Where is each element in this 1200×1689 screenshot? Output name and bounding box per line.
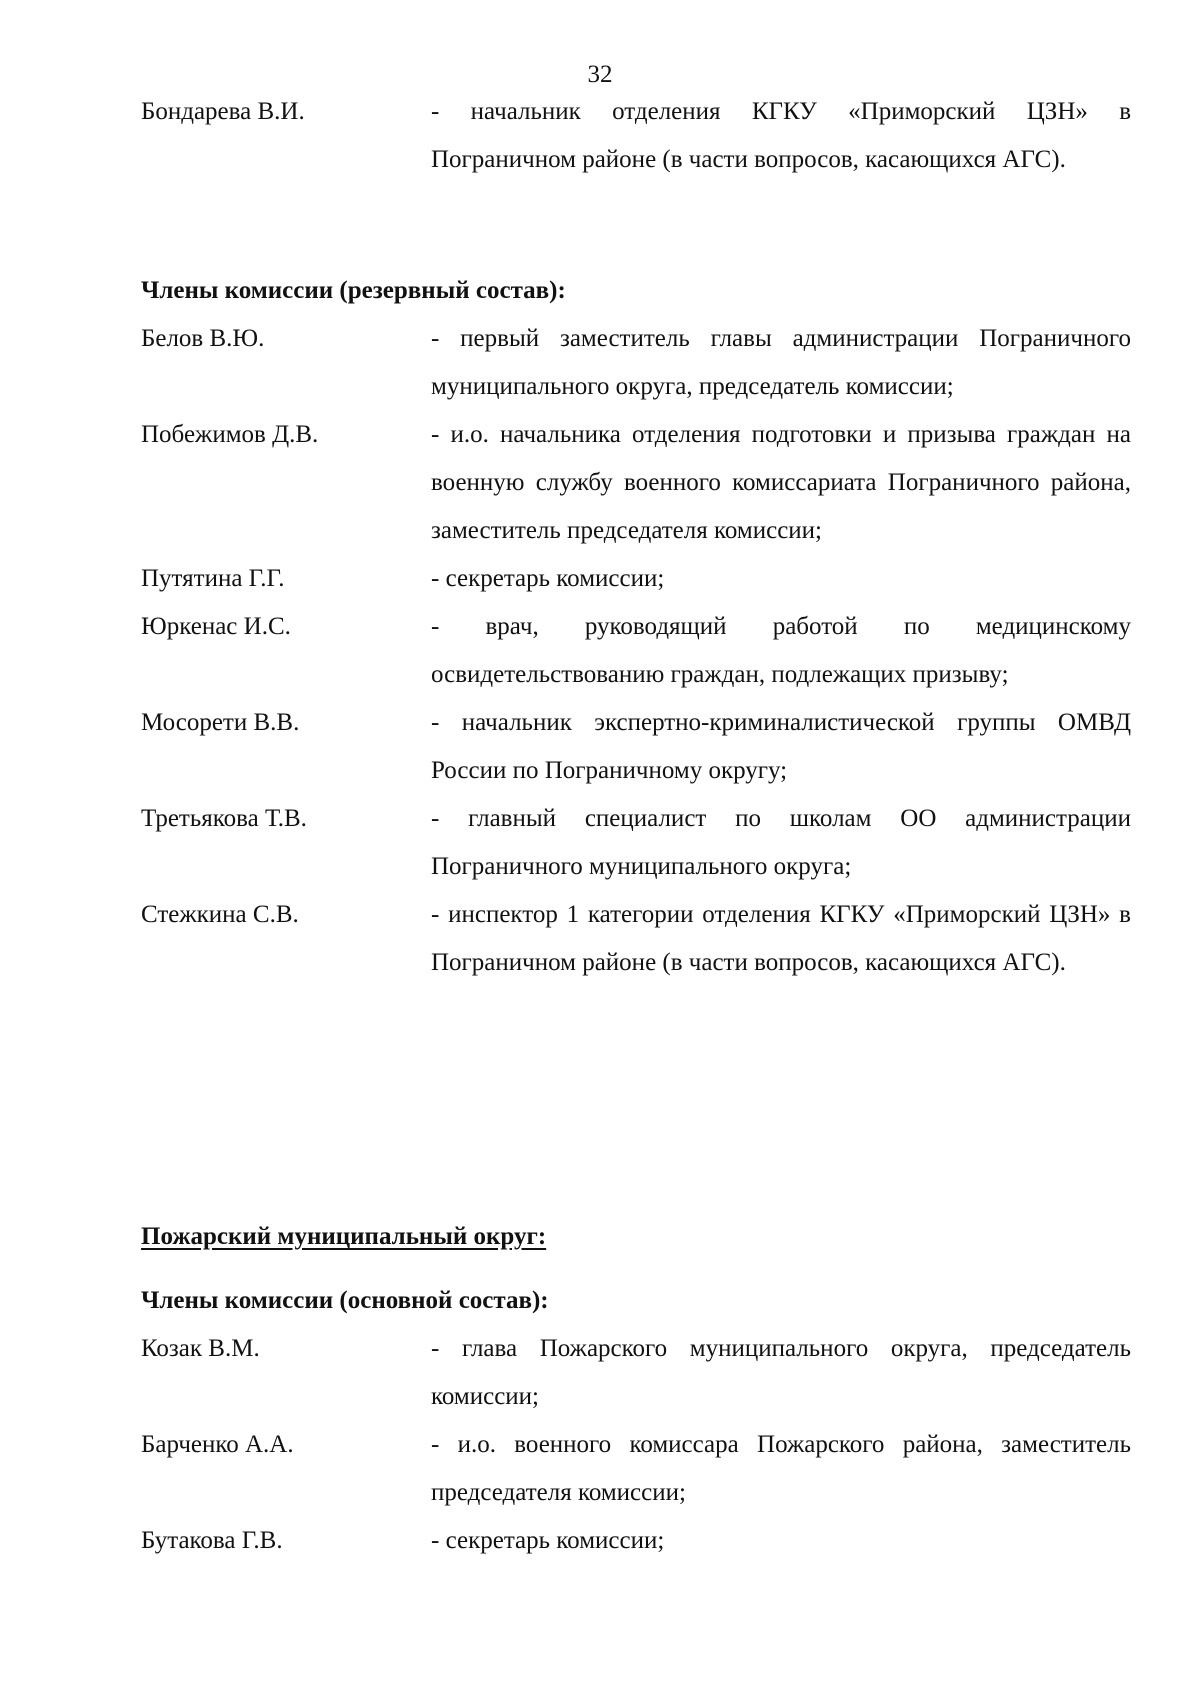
main-heading: Члены комиссии (основной состав): <box>141 1287 549 1314</box>
member-role: - секретарь комиссии; <box>431 1527 665 1554</box>
reserve-heading: Члены комиссии (резервный состав): <box>141 277 566 304</box>
member-role: - и.о. начальника отделения подготовки и призыва граждан на военную службу военного комиссариата Пограничного района, заместитель председателя комиссии; <box>431 421 1131 544</box>
member-role: - главный специалист по школам ОО администрации Пограничного муниципального округа; <box>431 805 1131 880</box>
member-role: - глава Пожарского муниципального округа, председатель комиссии; <box>431 1335 1131 1410</box>
member-role: - врач, руководящий работой по медицинскому освидетельствованию граждан, подлежащих призыву; <box>431 613 1131 688</box>
district-heading <box>141 1222 546 1252</box>
member-entry <box>141 1421 1131 1517</box>
member-entry <box>141 891 1131 987</box>
member-entry <box>141 315 1131 411</box>
member-name: Козак В.М. <box>141 1335 260 1362</box>
main-members-list <box>141 1325 1131 1565</box>
member-name: Путятина Г.Г. <box>141 565 285 592</box>
top-block <box>141 88 1131 184</box>
member-role: - начальник экспертно-криминалистической группы ОМВД России по Пограничному округу; <box>431 709 1131 784</box>
member-name: Юркенас И.С. <box>141 613 291 640</box>
member-entry <box>141 411 1131 555</box>
member-role: - и.о. военного комиссара Пожарского района, заместитель председателя комиссии; <box>431 1431 1131 1506</box>
member-name: Стежкина С.В. <box>141 901 299 928</box>
member-name: Бутакова Г.В. <box>141 1527 283 1554</box>
district-heading-text: Пожарский муниципальный округ: <box>141 1223 547 1250</box>
member-name: Мосорети В.В. <box>141 709 300 736</box>
member-entry <box>141 1325 1131 1421</box>
member-role: - начальник отделения КГКУ «Приморский ЦЗН» в Пограничном районе (в части вопросов, касающихся АГС). <box>431 98 1131 173</box>
member-role: - инспектор 1 категории отделения КГКУ «Приморский ЦЗН» в Пограничном районе (в части вопросов, касающихся АГС). <box>431 901 1131 976</box>
member-entry <box>141 88 1131 184</box>
reserve-members-list <box>141 315 1131 987</box>
member-name: Третьякова Т.В. <box>141 805 307 832</box>
member-entry <box>141 603 1131 699</box>
member-entry <box>141 1517 1131 1565</box>
member-entry <box>141 555 1131 603</box>
member-name: Белов В.Ю. <box>141 325 265 352</box>
member-name: Барченко А.А. <box>141 1431 294 1458</box>
member-entry <box>141 795 1131 891</box>
member-role: - первый заместитель главы администрации Пограничного муниципального округа, председатель комиссии; <box>431 325 1131 400</box>
member-name: Побежимов Д.В. <box>141 421 319 448</box>
member-entry <box>141 699 1131 795</box>
member-role: - секретарь комиссии; <box>431 565 665 592</box>
member-name: Бондарева В.И. <box>141 98 305 125</box>
page-number: 32 <box>587 61 613 88</box>
